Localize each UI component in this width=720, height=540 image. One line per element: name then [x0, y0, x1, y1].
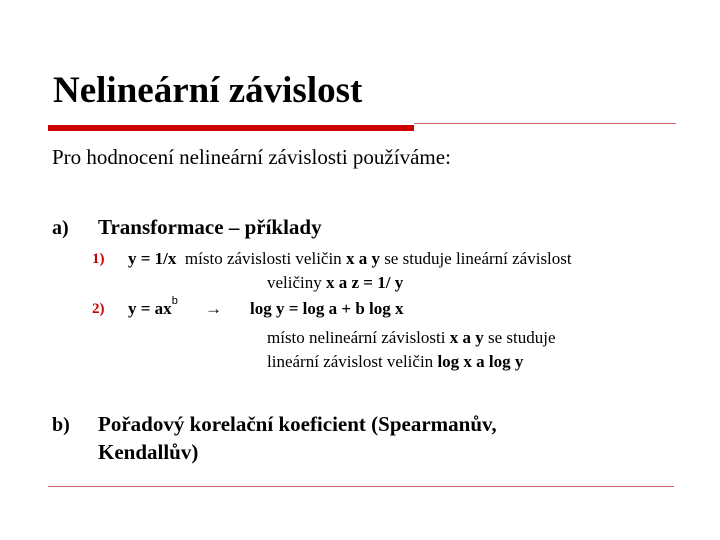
item-1-formula: y = 1/x: [128, 249, 177, 268]
item-1-number: 1): [92, 251, 105, 267]
item-2-log-formula: log y = log a + b log x: [250, 299, 404, 318]
intro-text: Pro hodnocení nelineární závislosti používáme:: [52, 145, 451, 169]
item-2-text-1: místo nelineární závislosti: [267, 328, 446, 347]
section-b-heading-line-1: Pořadový korelační koeficient (Spearmanův,: [98, 412, 497, 436]
section-a-marker: a): [52, 217, 69, 239]
section-a-heading: Transformace – příklady: [98, 215, 322, 239]
title-underline-thin: [414, 123, 676, 124]
item-2-text-2: se studuje: [487, 328, 556, 347]
item-2-formula-log: log x a log y: [437, 352, 524, 371]
arrow-icon: →: [205, 299, 222, 318]
item-2-number: 2): [92, 301, 105, 317]
item-1-formula-z: x a z = 1/ y: [326, 273, 404, 292]
item-2-line-3: [267, 353, 523, 370]
item-1-text-2: se studuje lineární závislost: [384, 249, 572, 268]
item-2-vars: x a y: [449, 328, 484, 347]
item-2-formula-base: y = ax: [128, 299, 172, 318]
slide-title: Nelineární závislost: [53, 70, 363, 111]
title-underline-red: [48, 125, 414, 131]
item-1-text-3: veličiny: [267, 273, 322, 292]
section-b-marker: b): [52, 414, 70, 436]
item-1-vars: x a y: [345, 249, 380, 268]
item-1-line-1: [128, 250, 572, 267]
item-2-formula-exponent: b: [171, 295, 178, 307]
item-2-formula: [128, 295, 178, 318]
item-2-line-2: [267, 329, 556, 346]
item-1-text-1: místo závislosti veličin: [184, 249, 342, 268]
item-1-line-2: [267, 274, 403, 291]
item-2-text-3: lineární závislost veličin: [267, 352, 434, 371]
bottom-divider: [48, 486, 674, 487]
section-b-heading-line-2: Kendallův): [98, 440, 199, 464]
